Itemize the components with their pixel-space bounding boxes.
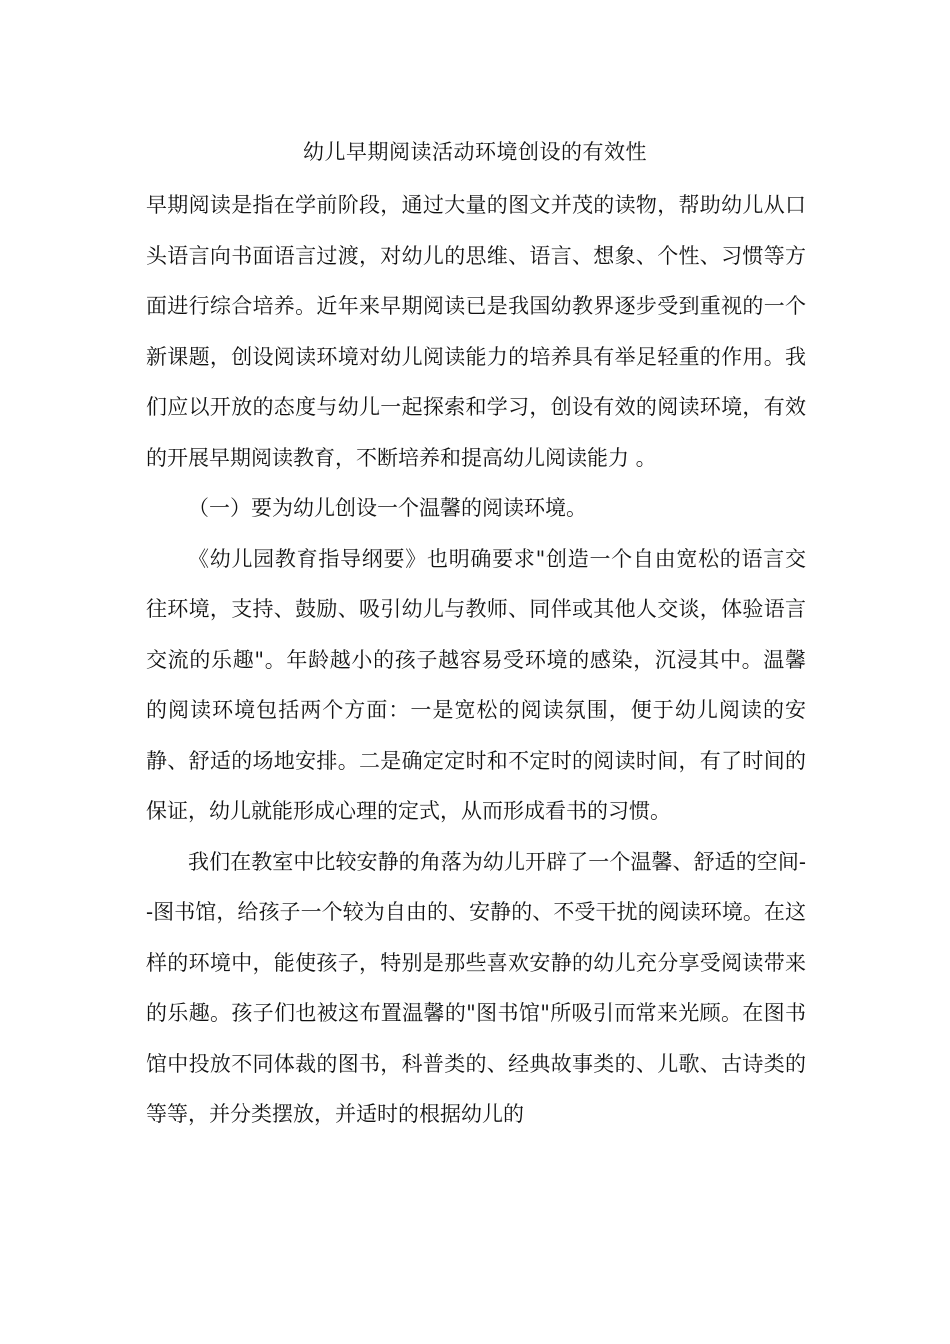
body-paragraph: 我们在教室中比较安静的角落为幼儿开辟了一个温馨、舒适的空间--图书馆，给孩子一个较为自由的、安静的、不受干扰的阅读环境。在这样的环境中，能使孩子，特别是那些喜欢安静的幼儿充分享受阅读带来的乐趣。孩子们也被这布置温馨的"图书馆"所吸引而常来光顾。在图书馆中投放不同体裁的图书，科普类的、经典故事类的、儿歌、古诗类的等等，并分类摆放，并适时的根据幼儿的 xyxy=(146,849,806,1126)
intro-paragraph: 早期阅读是指在学前阶段，通过大量的图文并茂的读物，帮助幼儿从口头语言向书面语言过渡，对幼儿的思维、语言、想象、个性、习惯等方面进行综合培养。近年来早期阅读已是我国幼教界逐步受到重视的一个新课题，创设阅读环境对幼儿阅读能力的培养具有举足轻重的作用。我们应以开放的态度与幼儿一起探索和学习，创设有效的阅读环境，有效的开展早期阅读教育，不断培养和提高幼儿阅读能力 。 xyxy=(146,193,806,470)
document-title: 幼儿早期阅读活动环境创设的有效性 xyxy=(303,140,647,164)
document-body xyxy=(146,180,806,1140)
section-heading: （一）要为幼儿创设一个温馨的阅读环境。 xyxy=(188,496,587,520)
body-paragraph: 《幼儿园教育指导纲要》也明确要求"创造一个自由宽松的语言交往环境，支持、鼓励、吸引幼儿与教师、同伴或其他人交谈，体验语言交流的乐趣"。年龄越小的孩子越容易受环境的感染，沉浸其中。温馨的阅读环境包括两个方面：一是宽松的阅读氛围，便于幼儿阅读的安静、舒适的场地安排。二是确定定时和不定时的阅读时间，有了时间的保证，幼儿就能形成心理的定式，从而形成看书的习惯。 xyxy=(146,546,806,823)
